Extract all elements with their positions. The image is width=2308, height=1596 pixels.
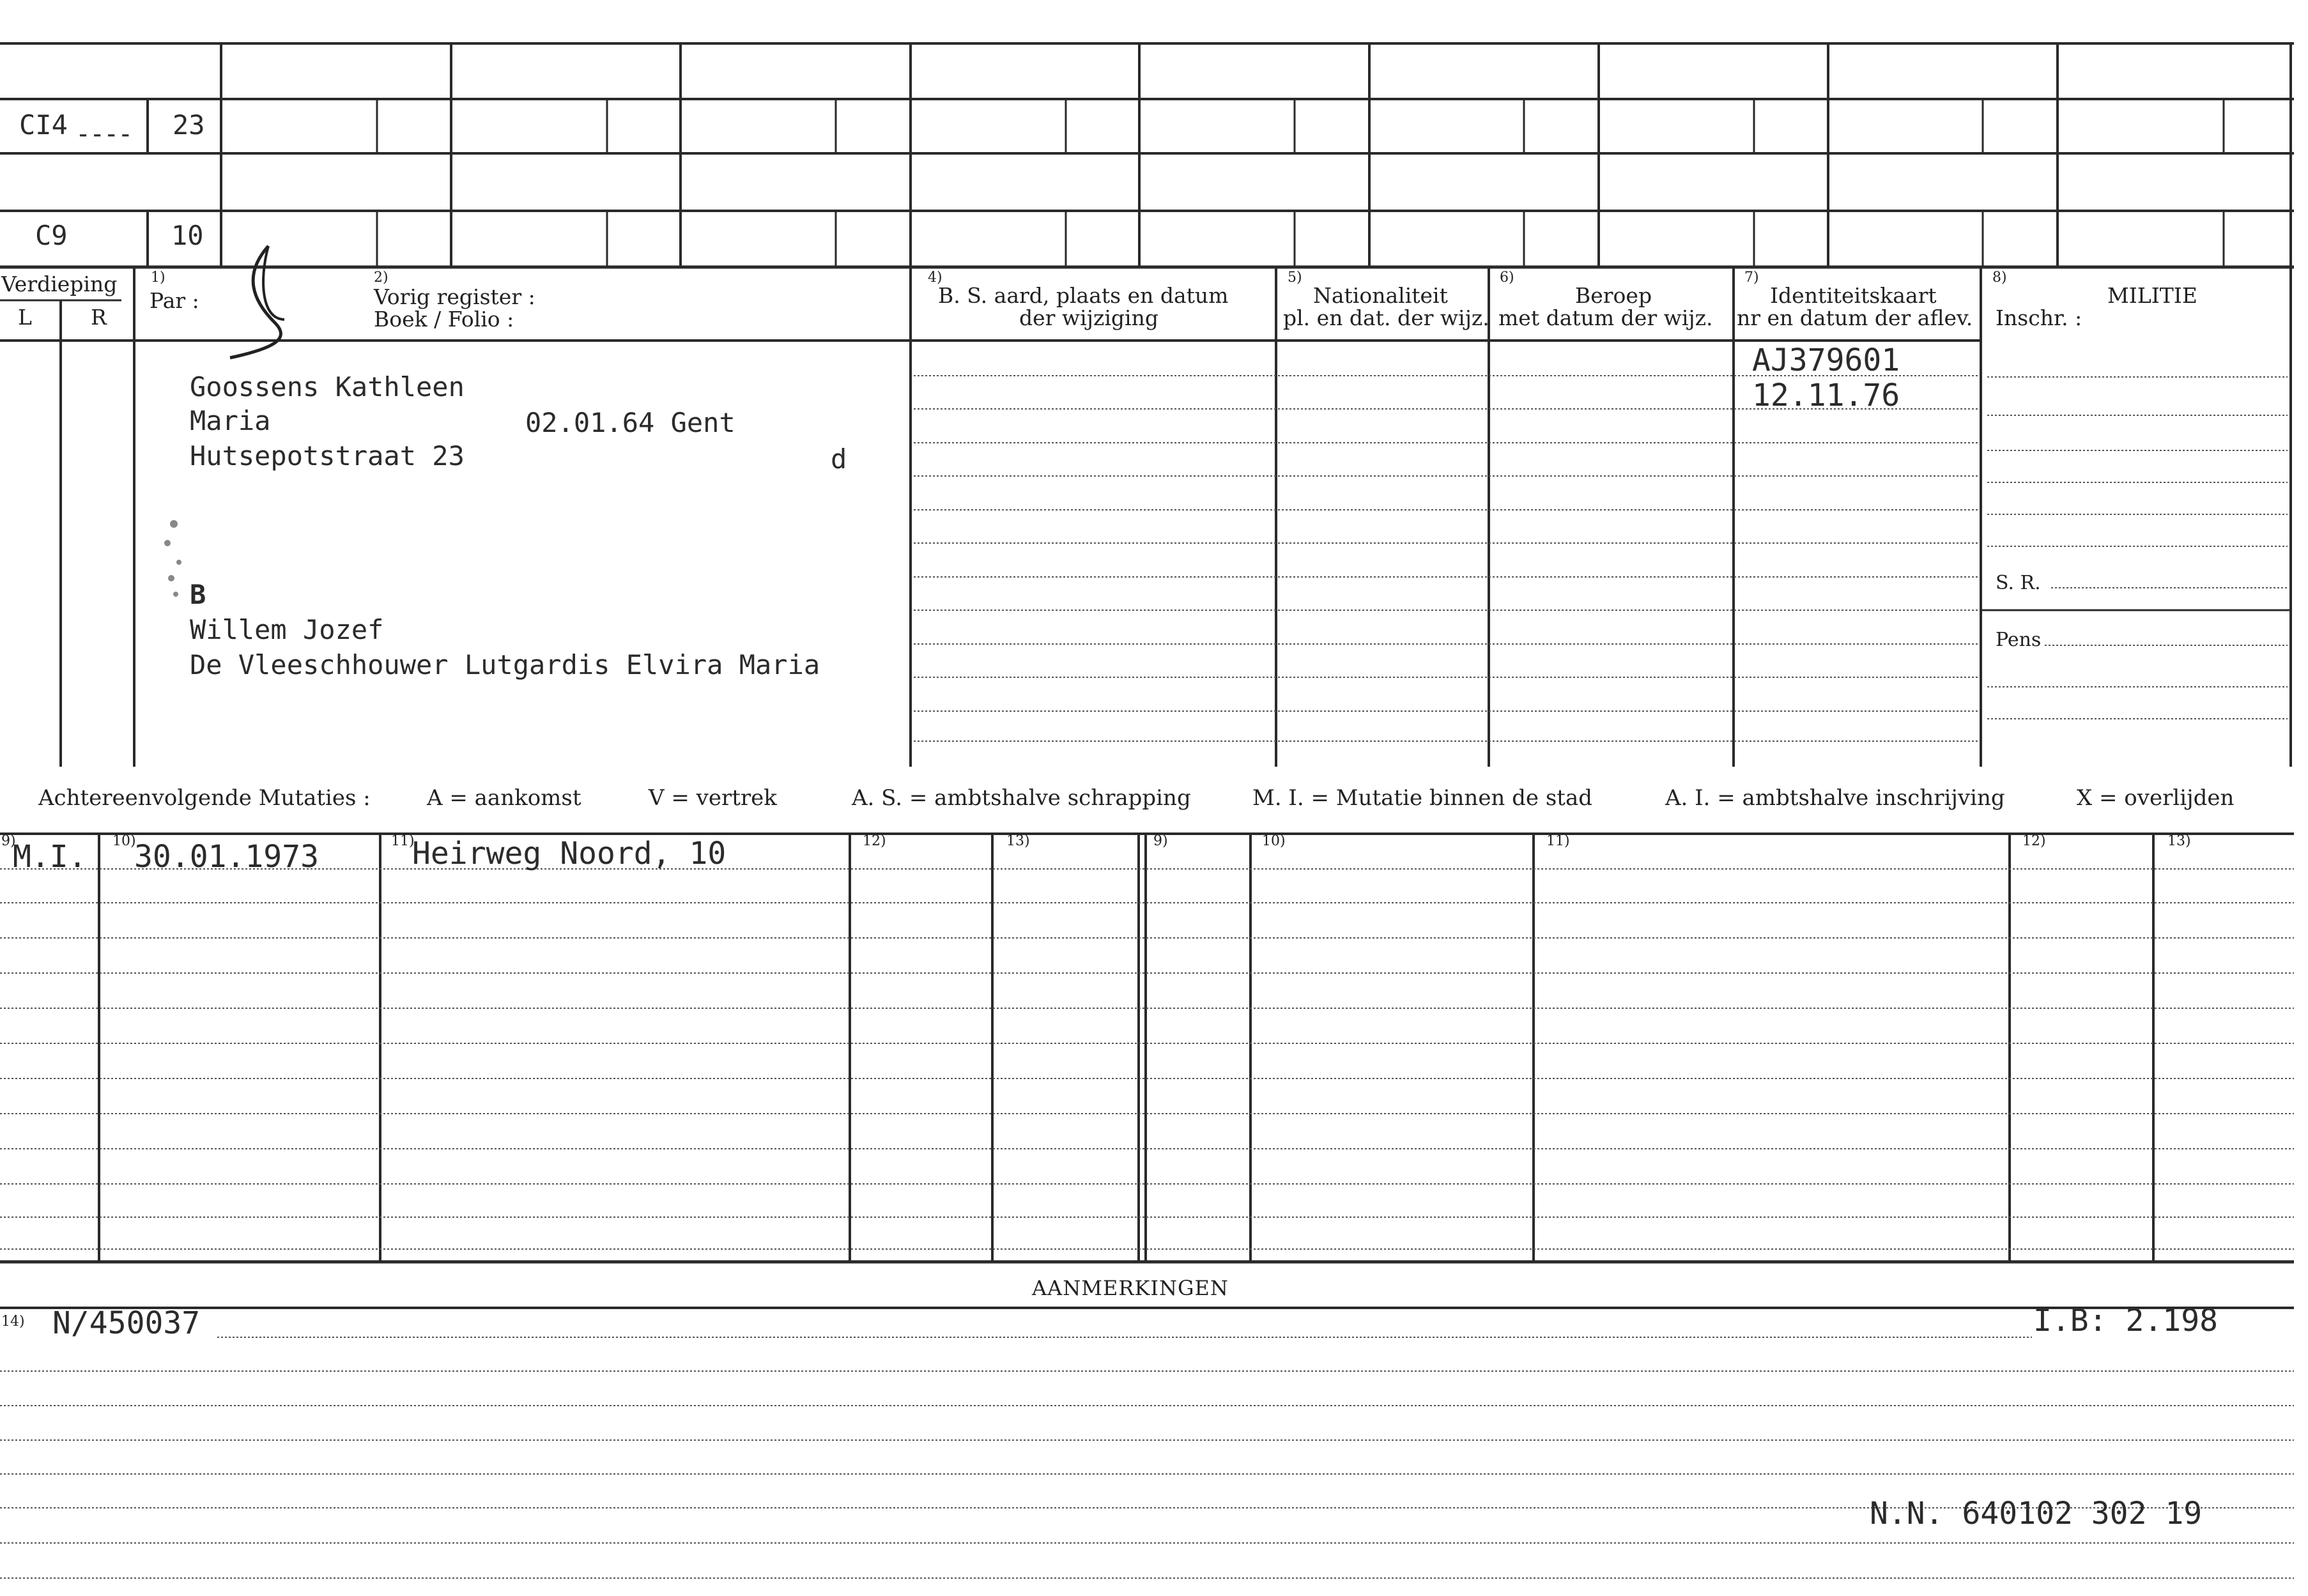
aanmerkingen-number: 14) bbox=[1, 1314, 25, 1330]
mut-col-10b: 10) bbox=[1262, 833, 1286, 849]
militie-label: MILITIE bbox=[2107, 283, 2197, 308]
sr-label: S. R. bbox=[1996, 572, 2041, 594]
national-number: N.N. 640102 302 19 bbox=[1870, 1496, 2203, 1531]
mutation-address: Heirweg Noord, 10 bbox=[412, 836, 727, 871]
boek-folio-label: Boek / Folio : bbox=[374, 307, 514, 332]
id-header-line1: Identiteitskaart bbox=[1770, 283, 1937, 308]
floor-code-right: 10 bbox=[171, 220, 204, 251]
mut-col-11: 11) bbox=[391, 833, 415, 849]
mut-col-9b: 9) bbox=[1153, 833, 1168, 849]
person-marker: d bbox=[831, 443, 847, 475]
col-r-label: R bbox=[91, 305, 107, 330]
floor-code-left: C9 bbox=[35, 220, 68, 251]
nat-header-line2: pl. en dat. der wijz. bbox=[1283, 305, 1489, 330]
person-b-label: B bbox=[190, 579, 206, 610]
legend-ambtshalve-inschrijving: A. I. = ambtshalve inschrijving bbox=[1665, 785, 2005, 811]
mut-col-11b: 11) bbox=[1546, 833, 1570, 849]
top-code-left: CI4 bbox=[19, 109, 68, 141]
legend-ambtshalve-schrapping: A. S. = ambtshalve schrapping bbox=[852, 785, 1191, 811]
legend-aankomst: A = aankomst bbox=[427, 785, 581, 811]
bs-header-line1: B. S. aard, plaats en datum bbox=[938, 283, 1229, 308]
id-card-number: AJ379601 bbox=[1752, 342, 1900, 378]
vorig-number: 2) bbox=[374, 270, 389, 286]
mut-col-12: 12) bbox=[863, 833, 886, 849]
person-mother: De Vleeschhouwer Lutgardis Elvira Maria bbox=[190, 649, 820, 680]
person-name-line2: Maria bbox=[190, 405, 271, 436]
vorig-register-label: Vorig register : bbox=[374, 284, 535, 309]
remark-ib: I.B: 2.198 bbox=[2033, 1303, 2218, 1339]
top-code-right: 23 bbox=[173, 109, 205, 141]
person-father: Willem Jozef bbox=[190, 614, 384, 645]
militie-number: 8) bbox=[1992, 270, 2007, 286]
id-header-line2: nr en datum der aflev. bbox=[1737, 305, 1973, 330]
mut-col-13b: 13) bbox=[2167, 833, 2191, 849]
mutation-date: 30.01.1973 bbox=[134, 839, 319, 875]
aanmerkingen-title: AANMERKINGEN bbox=[1032, 1276, 1229, 1300]
col-l-label: L bbox=[18, 305, 32, 330]
bs-header-line2: der wijziging bbox=[1019, 305, 1158, 330]
remark-code: N/450037 bbox=[52, 1305, 201, 1341]
mut-col-13: 13) bbox=[1006, 833, 1030, 849]
mut-col-12b: 12) bbox=[2022, 833, 2046, 849]
person-name-line1: Goossens Kathleen bbox=[190, 371, 465, 403]
verdieping-label: Verdieping bbox=[1, 272, 118, 296]
mut-col-9: 9) bbox=[1, 833, 16, 849]
par-number: 1) bbox=[151, 270, 165, 286]
mutaties-label: Achtereenvolgende Mutaties : bbox=[38, 785, 371, 811]
nat-number: 5) bbox=[1288, 270, 1302, 286]
person-address: Hutsepotstraat 23 bbox=[190, 440, 465, 472]
mutation-type: M.I. bbox=[13, 839, 87, 875]
id-number: 7) bbox=[1744, 270, 1759, 286]
legend-mutatie-binnen-stad: M. I. = Mutatie binnen de stad bbox=[1252, 785, 1592, 811]
par-label: Par : bbox=[150, 288, 199, 313]
beroep-header-line2: met datum der wijz. bbox=[1498, 305, 1713, 330]
legend-vertrek: V = vertrek bbox=[649, 785, 777, 811]
bs-number: 4) bbox=[928, 270, 942, 286]
nat-header-line1: Nationaliteit bbox=[1313, 283, 1448, 308]
id-card-date: 12.11.76 bbox=[1752, 378, 1900, 413]
beroep-number: 6) bbox=[1500, 270, 1514, 286]
pens-label: Pens bbox=[1996, 629, 2042, 651]
mut-col-10: 10) bbox=[112, 833, 136, 849]
inschr-label: Inschr. : bbox=[1996, 305, 2082, 330]
legend-overlijden: X = overlijden bbox=[2077, 785, 2235, 811]
beroep-header-line1: Beroep bbox=[1575, 283, 1652, 308]
person-birth: 02.01.64 Gent bbox=[525, 407, 735, 438]
top-code-dashes: ---- bbox=[75, 119, 132, 149]
